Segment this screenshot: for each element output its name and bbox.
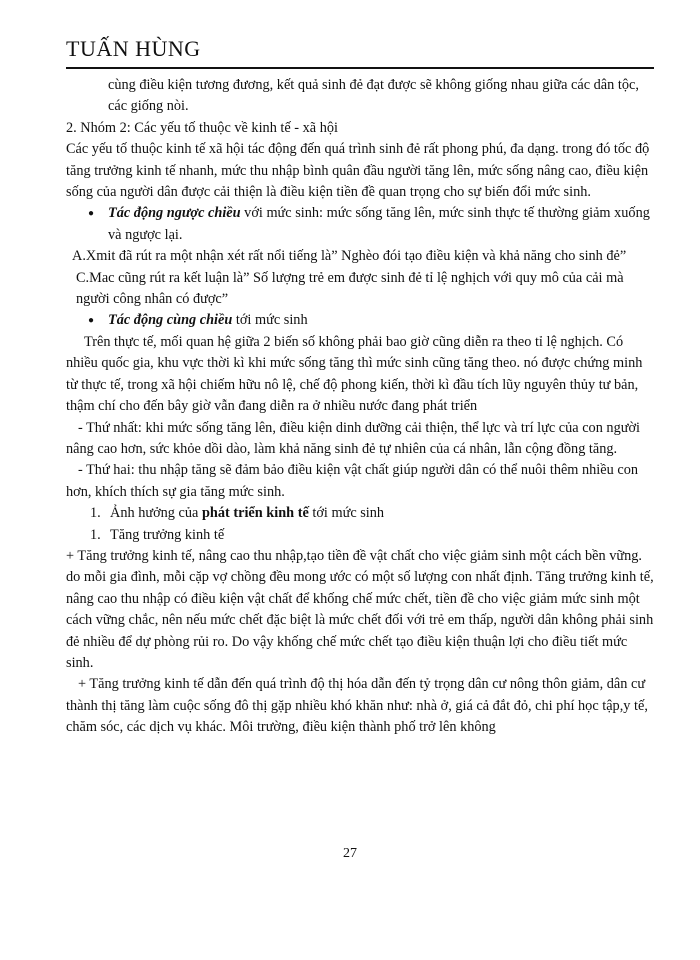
list-item: 1. Tăng trưởng kinh tế <box>66 525 654 546</box>
document-body <box>66 75 654 739</box>
section-heading: 2. Nhóm 2: Các yếu tố thuộc về kinh tế - xã hội <box>66 119 338 136</box>
bullet-item <box>66 310 654 331</box>
list-number: 1. <box>90 526 101 543</box>
page-header-title: TUẤN HÙNG <box>66 36 201 61</box>
bullet-bold-term: Tác động ngược chiều <box>108 205 241 222</box>
list-item: 1. Ảnh hưởng của phát triển kinh tế tới mức sinh <box>66 503 654 524</box>
paragraph: Các yếu tố thuộc kinh tế xã hội tác động đến quá trình sinh đẻ rất phong phú, đa dạng. trong đó tốc độ tăng trưởng kinh tế nhanh, mức thu nhập bình quân đầu người tăng lên, mức sống nâng cao, điều kiện sống của người dân được cải thiện là điều kiện tiền đề quan trọng cho sự biến đổi mức sinh. <box>66 141 650 201</box>
paragraph: + Tăng trưởng kinh tế, nâng cao thu nhập,tạo tiền đề vật chất cho việc giảm sinh một cách bền vững. do mỗi gia đình, mỗi cặp vợ chồng đều mong ước có một số lượng con nhất định. Tăng trưởng kinh tế, nâng cao thu nhập có điều kiện vật chất để khống chế mức chết, tiền đề cho việc giảm mức sinh một cách vững chắc, nên nếu mức chết đặc biệt là mức chết đối với trẻ em thấp, người dân không phải sinh đẻ nhiều để dự phòng rủi ro. Do vậy khống chế mức chết tạo điều kiện thuận lợi cho điều tiết mức sinh. <box>66 547 654 671</box>
list-bold-term: phát triển kinh tế <box>201 505 309 522</box>
paragraph: A.Xmit đã rút ra một nhận xét rất nổi tiếng là” Nghèo đói tạo điều kiện và khả năng cho sinh đẻ” <box>72 248 627 265</box>
paragraph: + Tăng trưởng kinh tế dẫn đến quá trình độ thị hóa dẫn đến tỷ trọng dân cư nông thôn giảm, dân cư thành thị tăng làm cuộc sống đô thị gặp nhiều khó khăn như: nhà ở, giá cả đắt đỏ, chi phí học tập,y tế, chăm sóc, các dịch vụ khác. Môi trường, điều kiện thành phố trở lên không <box>66 676 648 736</box>
paragraph: - Thứ hai: thu nhập tăng sẽ đảm bảo điều kiện vật chất giúp người dân có thể nuôi thêm nhiều con hơn, khích thích sự gia tăng mức sinh. <box>66 462 638 500</box>
bullet-item <box>66 203 654 246</box>
bullet-text: tới mức sinh <box>232 312 308 329</box>
page-number: 27 <box>343 846 357 861</box>
bullet-icon: ● <box>88 315 95 327</box>
bullet-icon: ● <box>88 208 95 220</box>
bullet-bold-term: Tác động cùng chiều <box>108 312 233 329</box>
paragraph: C.Mac cũng rút ra kết luận là” Số lượng trẻ em được sinh đẻ tỉ lệ nghịch với quy mô của cải mà người công nhân có được” <box>76 269 624 308</box>
header-rule <box>66 67 654 69</box>
paragraph: - Thứ nhất: khi mức sống tăng lên, điều kiện dinh dưỡng cải thiện, thể lực và trí lực của con người nâng cao hơn, sức khỏe dồi dào, làm khả năng sinh đẻ tự nhiên của cá nhân, lẫn cộng đồng tăng. <box>66 419 641 457</box>
paragraph: Trên thực tế, mối quan hệ giữa 2 biến số không phải bao giờ cũng diễn ra theo tỉ lệ nghịch. Có nhiều quốc gia, khu vực thời kì khi mức sống tăng thì mức sinh cũng tăng theo. nó được chứng minh từ thực tế, trong xã hội chiếm hữu nô lệ, chế độ phong kiến, thời kì đầu tích lũy nguyên thủy tư bản, thậm chí cho đến bây giờ vẫn đang diễn ra ở nhiều nước đang phát triển <box>66 333 643 415</box>
paragraph: cùng điều kiện tương đương, kết quả sinh đẻ đạt được sẽ không giống nhau giữa các dân tộc, các giống nòi. <box>108 77 639 115</box>
bullet-text: với mức sinh: mức sống tăng lên, mức sinh thực tế thường giảm xuống và ngược lại. <box>108 205 650 243</box>
list-number: 1. <box>90 505 101 522</box>
